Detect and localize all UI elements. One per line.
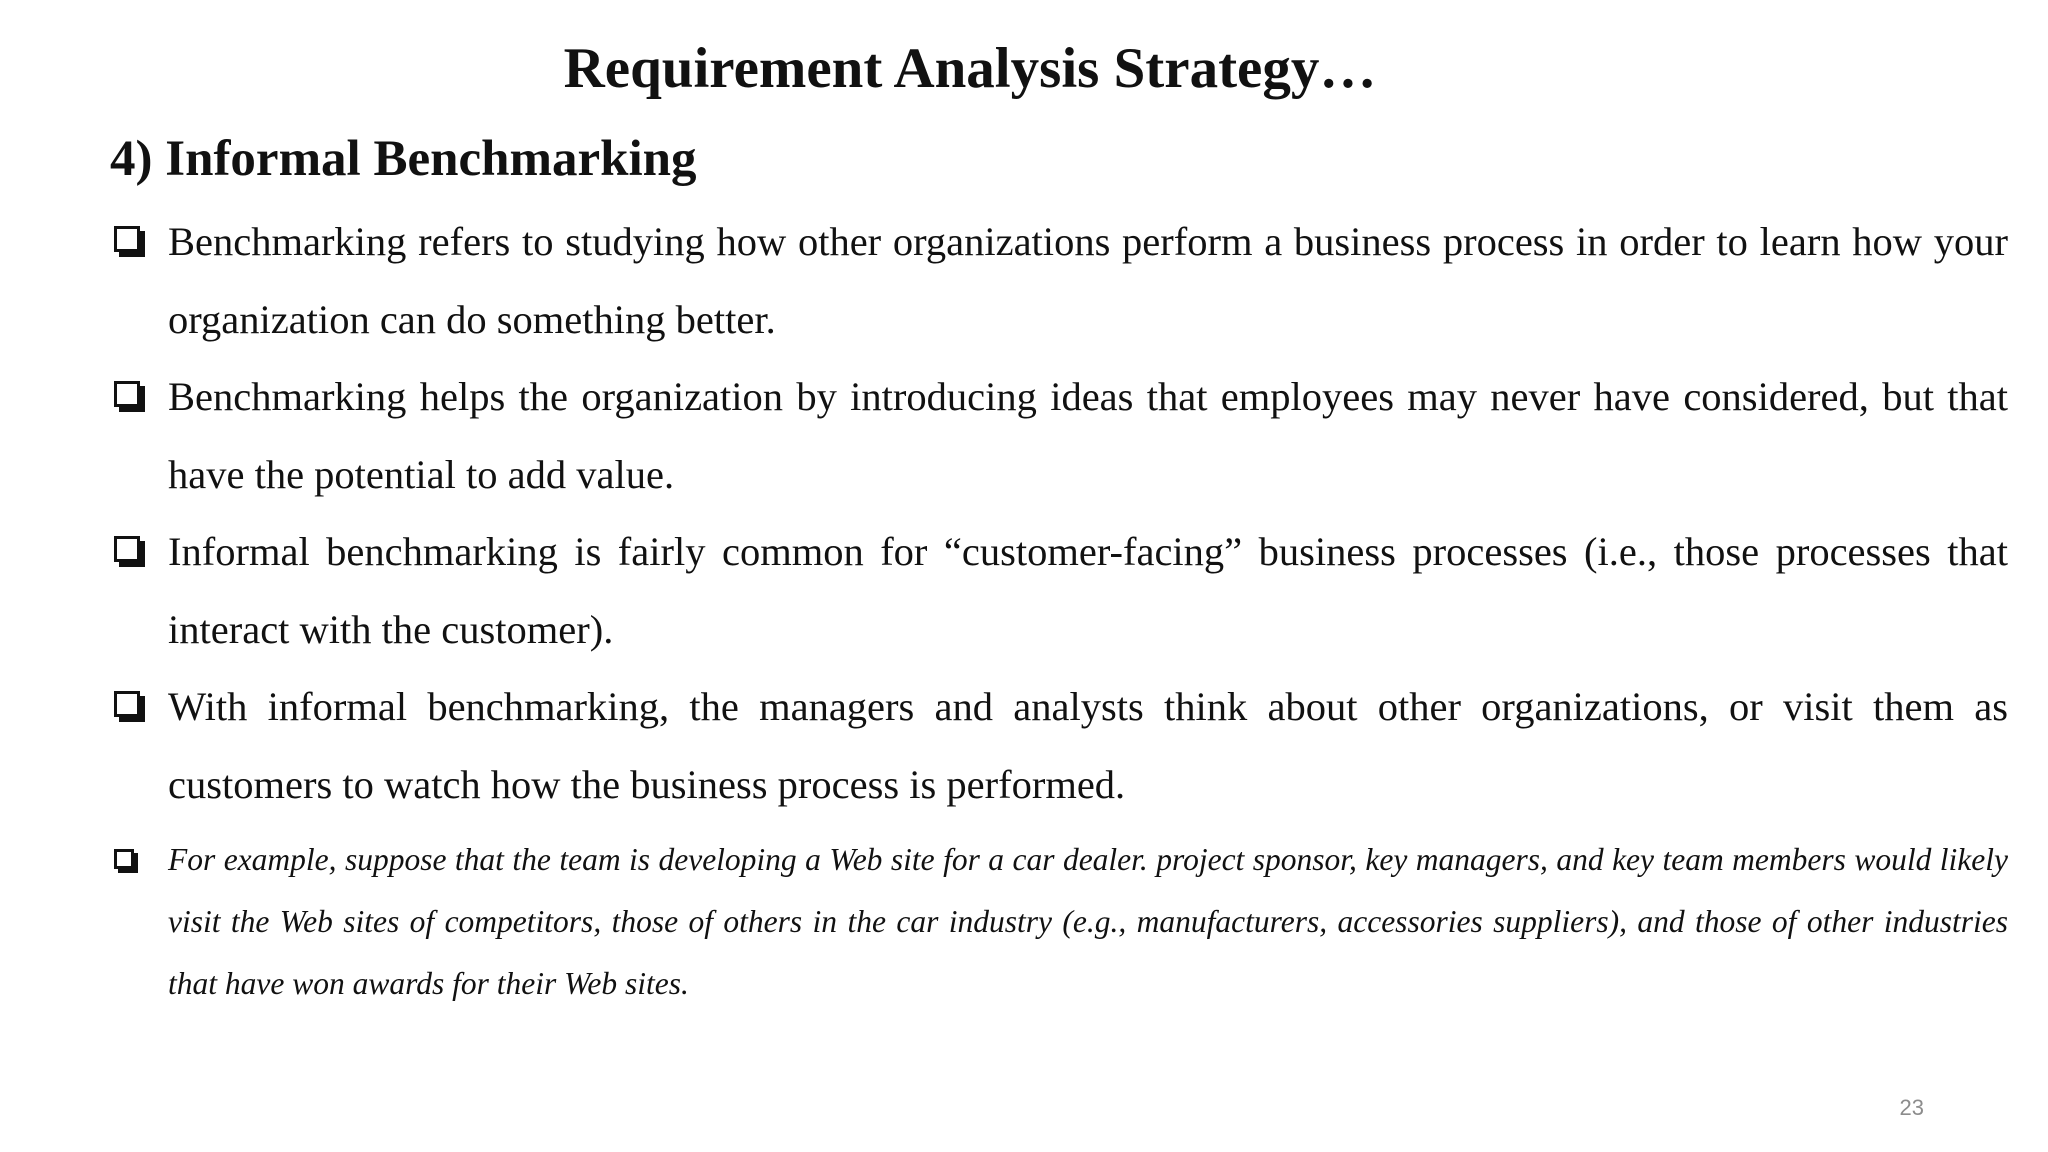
bullet-text: For example, suppose that the team is developing a Web site for a car dealer. project sponsor, key managers, and key team members would likely visit the Web sites of competitors, those of others in the car industry (e.g., manufacturers, accessories suppliers), and those of other industries that have won awards for their Web sites.	[168, 842, 2008, 1001]
checkbox-icon	[114, 536, 140, 562]
bullet-item	[110, 668, 2008, 823]
bullet-item	[110, 358, 2008, 513]
bullet-text: Informal benchmarking is fairly common for “customer-facing” business processes (i.e., those processes that interact with the customer).	[168, 529, 2008, 652]
bullet-item-example	[110, 829, 2008, 1015]
checkbox-icon	[114, 691, 140, 717]
checkbox-icon	[114, 849, 134, 869]
bullet-text: Benchmarking helps the organization by introducing ideas that employees may never have considered, but that have the potential to add value.	[168, 374, 2008, 497]
bullet-text: With informal benchmarking, the managers and analysts think about other organizations, or visit them as customers to watch how the business process is performed.	[168, 684, 2008, 807]
page-number: 23	[1899, 1095, 1924, 1120]
bullet-text: Benchmarking refers to studying how other organizations perform a business process in order to learn how your organization can do something better.	[168, 219, 2008, 342]
checkbox-icon	[114, 226, 140, 252]
bullet-list	[110, 203, 2008, 1015]
section-heading: 4) Informal Benchmarking	[110, 131, 697, 187]
bullet-item	[110, 203, 2008, 358]
slide-title: Requirement Analysis Strategy…	[563, 37, 1377, 100]
bullet-item	[110, 513, 2008, 668]
checkbox-icon	[114, 381, 140, 407]
